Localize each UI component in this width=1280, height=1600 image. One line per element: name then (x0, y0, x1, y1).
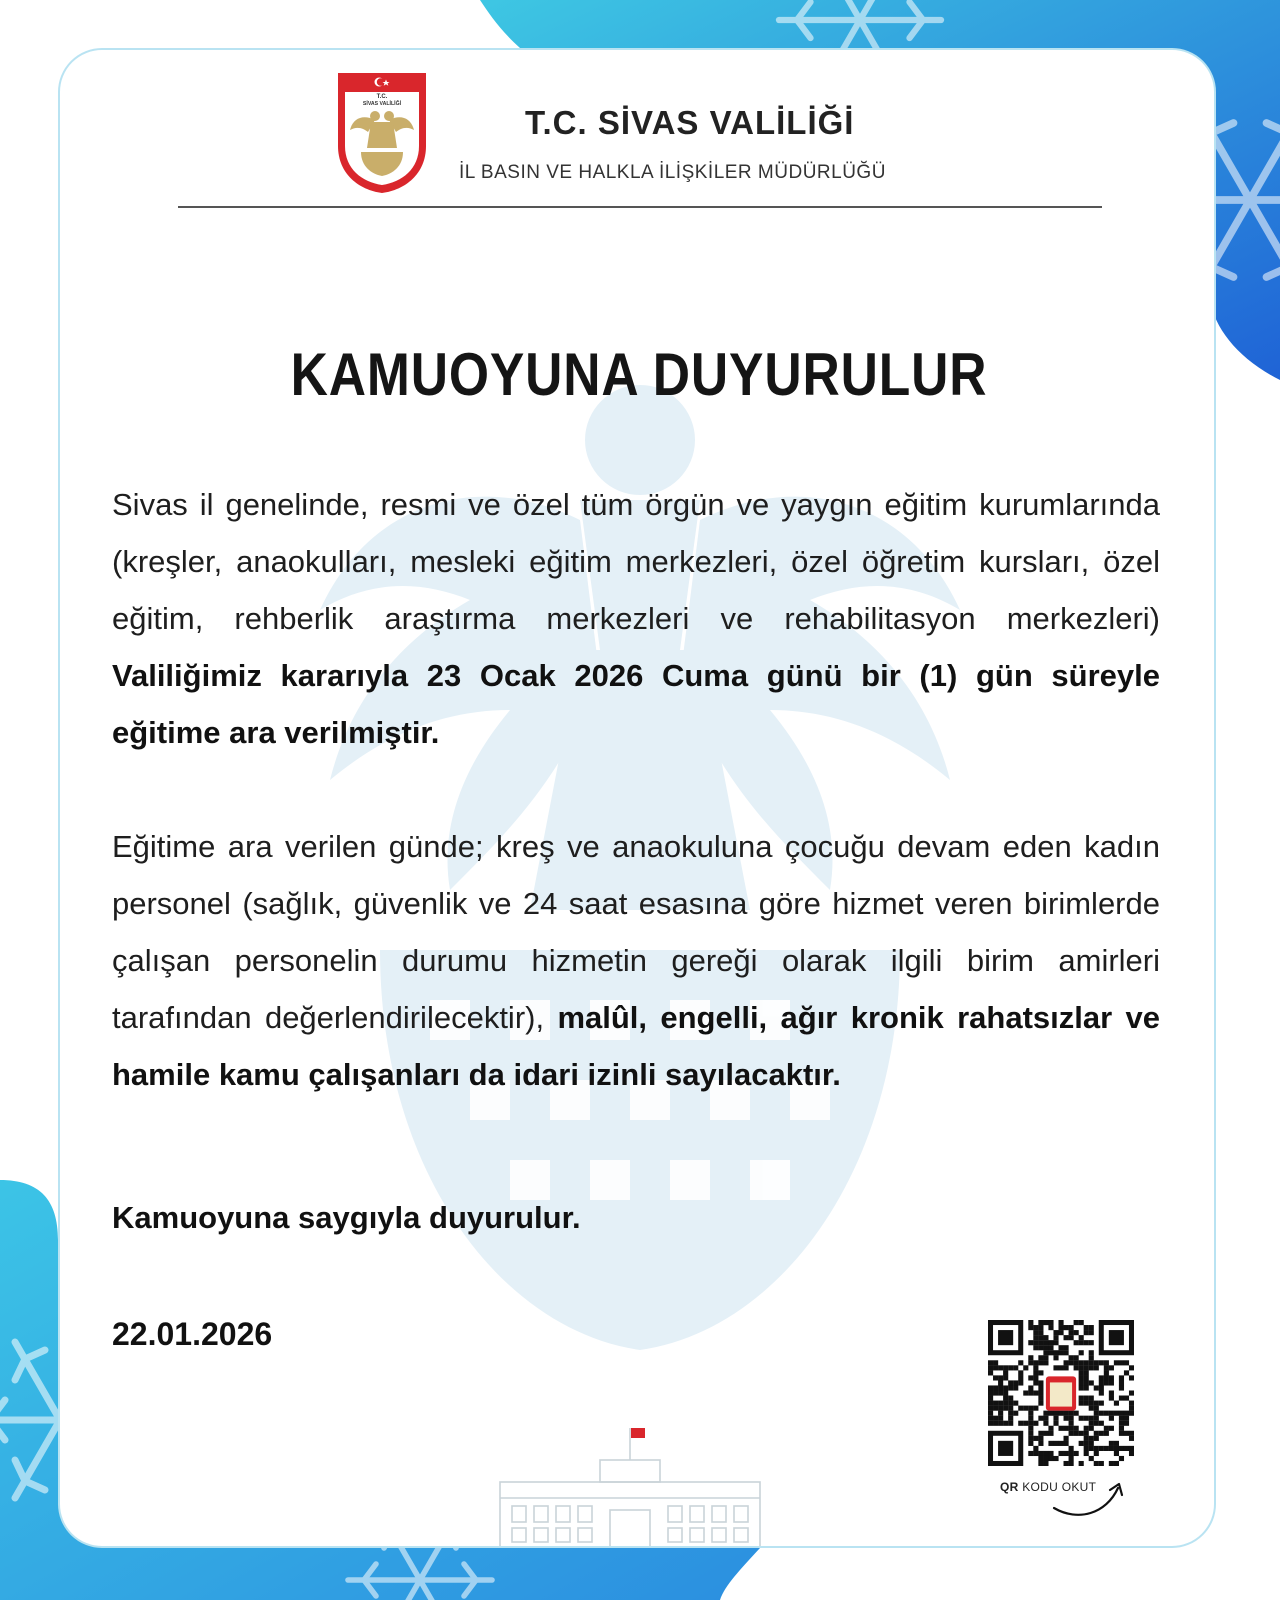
announcement-paragraph-1 (112, 476, 1160, 761)
announcement-date: 22.01.2026 (112, 1316, 273, 1352)
qr-code-icon[interactable] (988, 1320, 1134, 1466)
paragraph-2-text: Eğitime ara verilen günde; kreş ve anaokuluna çocuğu devam eden kadın personel (sağlık, güvenlik ve 24 saat esasına göre hizmet veren birimlerde çalışan personelin durumu hizmetin gereği olarak ilgili birim amirleri tarafından değerlendirilecektir), (112, 829, 1160, 1035)
header (335, 70, 1135, 200)
qr-caption-bold: QR (1000, 1480, 1019, 1494)
page-title: KAMUOYUNA DUYURULUR (290, 341, 988, 408)
announcement-paragraph-2 (112, 818, 1160, 1103)
announcement-card (58, 48, 1216, 1548)
governorship-building-icon (490, 1420, 770, 1548)
paragraph-1-bold-text: Valiliğimiz kararıyla 23 Ocak 2026 Cuma günü bir (1) gün süreyle eğitime ara verilmiştir. (112, 658, 1160, 750)
organization-title: T.C. SİVAS VALİLİĞİ (525, 104, 855, 141)
qr-caption-text: KODU OKUT (1018, 1480, 1097, 1494)
paragraph-2-bold-text: malûl, engelli, ağır kronik rahatsızlar ve hamile kamu çalışanları da idari izinli sayılacaktır. (112, 1000, 1161, 1092)
paragraph-1-text: Sivas il genelinde, resmi ve özel tüm örgün ve yaygın eğitim kurumlarında (kreşler, anaokulları, mesleki eğitim merkezleri, özel öğretim kursları, özel eğitim, rehberlik araştırma merkezleri ve rehabilitasyon merkezleri) (112, 487, 1160, 636)
organization-subtitle: İL BASIN VE HALKLA İLİŞKİLER MÜDÜRLÜĞÜ (459, 162, 886, 183)
emblem-text-1: T.C. (376, 94, 388, 100)
closing-line: Kamuoyuna saygıyla duyurulur. (112, 1200, 581, 1235)
flag-icon (631, 1428, 645, 1438)
emblem-text-2: SİVAS VALİLİĞİ (362, 101, 402, 107)
header-divider (178, 206, 1102, 208)
sivas-governorship-emblem-icon (335, 70, 429, 196)
curved-arrow-icon (1048, 1478, 1128, 1518)
